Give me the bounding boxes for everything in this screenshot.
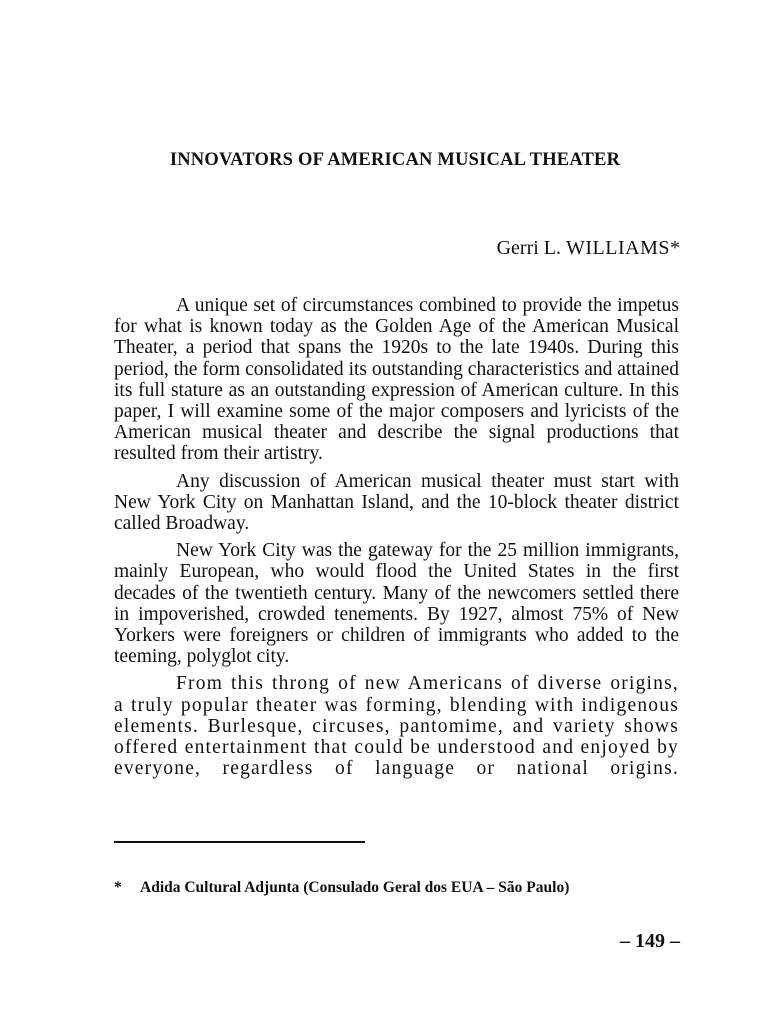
body-paragraph: New York City was the gateway for the 25 million immigrants, mainly European, who would flood the United States in the first decades of the twentieth century. Many of the newcomers settled there in impoverished, crowded tenements. By 1927, almost 75% of New Yorkers were foreigners or children of immigrants who added to the teeming, polyglot city.: [114, 540, 679, 668]
body-paragraph: From this throng of new Americans of diverse origins, a truly popular theater was forming, blending with indigenous elements. Burlesque, circuses, pantomime, and variety shows offered entertainment that could be understood and enjoyed by everyone, regardless of language or national origins.: [114, 673, 679, 780]
author-footnote-marker: *: [670, 237, 680, 259]
author-surname: WILLIAMS: [566, 237, 670, 259]
footnote-marker: *: [114, 879, 122, 896]
body-paragraph: A unique set of circumstances combined to provide the impetus for what is known today as the Golden Age of the American Musical Theater, a period that spans the 1920s to the late 1940s. During this period, the form consolidated its outstanding characteristics and attained its full stature as an outstanding expression of American culture. In this paper, I will examine some of the major composers and lyricists of the American musical theater and describe the signal productions that resulted from their artistry.: [114, 295, 679, 465]
body-paragraph: Any discussion of American musical theater must start with New York City on Manhattan Island, and the 10-block theater district called Broadway.: [114, 470, 679, 535]
article-title: INNOVATORS OF AMERICAN MUSICAL THEATER: [169, 150, 621, 170]
footnote: [114, 879, 569, 897]
author-line: [497, 237, 680, 260]
page-number: – 149 –: [620, 930, 680, 952]
footnote-divider: [114, 841, 365, 843]
article-body: [114, 295, 679, 785]
footnote-text: Adida Cultural Adjunta (Consulado Geral dos EUA – São Paulo): [140, 879, 570, 896]
author-given-name: Gerri L.: [496, 237, 562, 259]
